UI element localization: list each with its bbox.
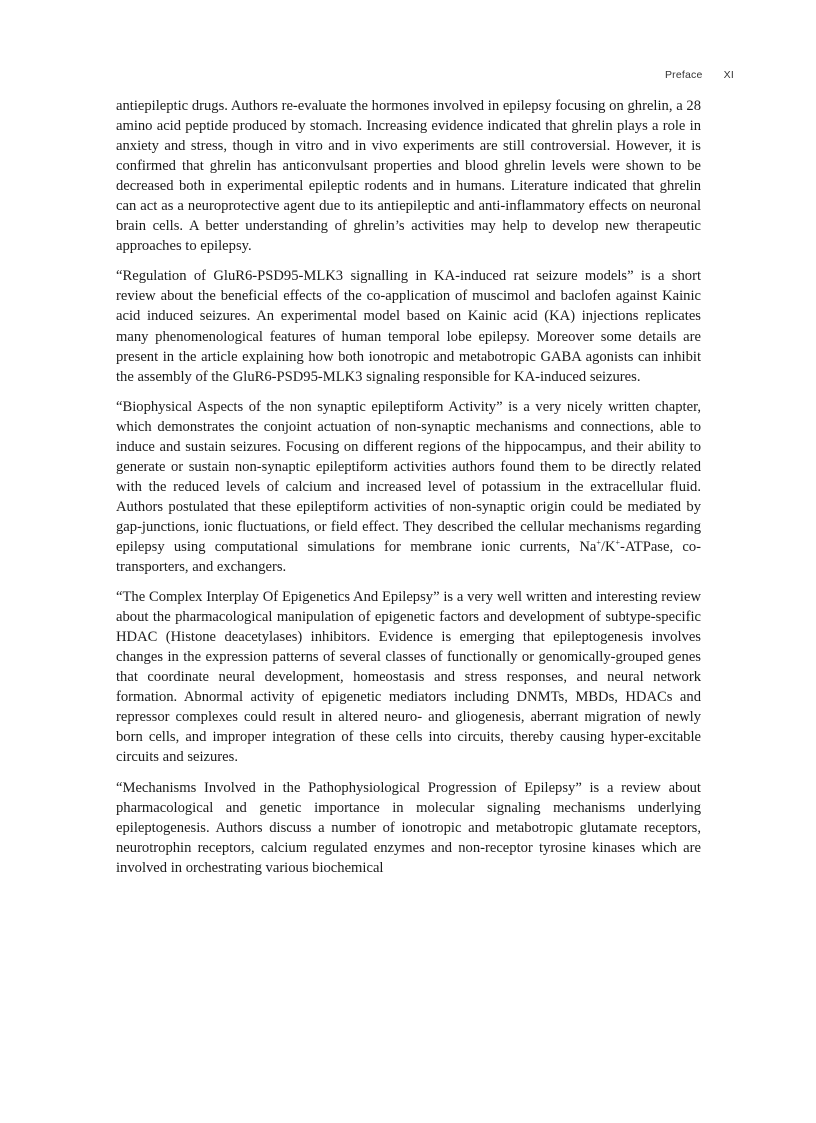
paragraph-ghrelin: antiepileptic drugs. Authors re-evaluate the hormones involved in epilepsy focusing on ghrelin, a 28 amino acid peptide produced by stomach. Increasing evidence indicated that ghrelin plays a role in anxiety and stress, though in vitro and in vivo experiments are still controversial. However, it is confirmed that ghrelin has anticonvulsant properties and blood ghrelin levels were shown to be decreased both in experimental epileptic rodents and in humans. Literature indicated that ghrelin can act as a neuroprotective agent due to its antiepileptic and anti-inflammatory effects on neuronal brain cells. A better understanding of ghrelin’s activities may help to develop new therapeutic approaches to epilepsy. [116, 98, 701, 255]
paragraph-gluR6-review: “Regulation of GluR6-PSD95-MLK3 signalling in KA-induced rat seizure models” is a short review about the beneficial effects of the co-application of muscimol and baclofen against Kainic acid induced seizures. An experimental model based on Kainic acid (KA) injections replicates many phenomenological features of human temporal lobe epilepsy. Moreover some details are present in the article explaining how both ionotropic and metabotropic GABA agonists can inhibit the assembly of the GluR6-PSD95-MLK3 signaling responsible for KA-induced seizures. [116, 268, 701, 385]
paragraph-text: “Biophysical Aspects of the non synaptic epileptiform Activity” is a very nicely written chapter, which demonstrates the conjoint actuation of non-synaptic mechanisms and connections, able to induce and sustain seizures. Focusing on different regions of the hippocampus, and their ability to generate or sustain non-synaptic epileptiform activities authors found them to be directly related with the reduced levels of calcium and increased level of potassium in the extracellular fluid. Authors postulated that these epileptiform activities of non-synaptic origin could be mediated by gap-junctions, ionic fluctuations, or field effect. They described the cellular mechanisms regarding epilepsy using computational simulations for membrane ionic currents, Na [116, 398, 701, 555]
paragraph-pathophysiological-progression: “Mechanisms Involved in the Pathophysiological Progression of Epilepsy” is a review about pharmacological and genetic importance in molecular signaling mechanisms underlying epileptogenesis. Authors discuss a number of ionotropic and metabotropic glutamate receptors, neurotrophin receptors, calcium regulated enzymes and non-receptor tyrosine kinases which are involved in orchestrating various biochemical [116, 779, 701, 876]
superscript-plus: + [615, 538, 621, 548]
paragraph-text: /K [600, 538, 616, 555]
header-section-title: Preface [664, 69, 703, 81]
superscript-plus: + [596, 538, 601, 548]
paragraph-epigenetics: “The Complex Interplay Of Epigenetics And Epilepsy” is a very well written and interesting review about the pharmacological manipulation of epigenetic factors and development of subtype-specific HDAC (Histone deacetylases) inhibitors. Evidence is emerging that epileptogenesis involves changes in the expression patterns of several classes of functionally or genomically-grouped genes that coordinate neural development, homeostasis and stress responses, and neural network formation. Abnormal activity of epigenetic mediators including DNMTs, MBDs, HDACs and repressor complexes could result in altered neuro- and gliogenesis, aberrant migration of newly born cells, and improper integration of these cells into circuits, thereby causing hyper-excitable circuits and seizures. [116, 589, 701, 766]
page-body [116, 96, 701, 888]
running-header [665, 69, 734, 81]
paragraph-text: -ATPase, co-transporters, and exchangers. [116, 538, 701, 576]
page-number: XI [723, 69, 734, 81]
paragraph-biophysical-aspects [116, 397, 701, 577]
